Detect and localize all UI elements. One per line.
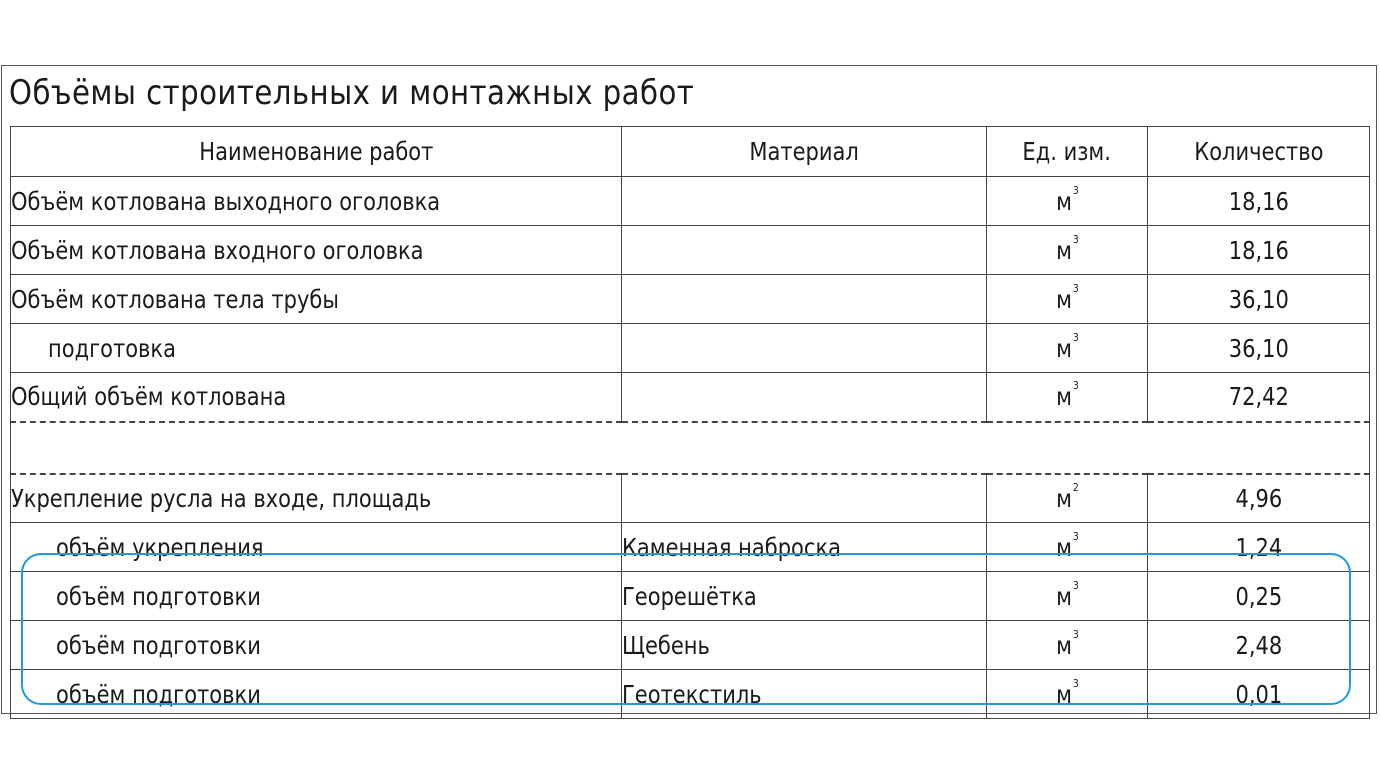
table-row <box>11 523 1370 572</box>
cell-unit: $м^3$ <box>987 226 1148 275</box>
table-row <box>11 474 1370 523</box>
cell-name: Общий объём котлована <box>11 373 622 422</box>
cell-name: Укрепление русла на входе, площадь <box>11 474 622 523</box>
table-row <box>11 373 1370 422</box>
cell-name: объём подготовки <box>11 621 622 670</box>
table-row <box>11 177 1370 226</box>
cell-quantity: 0,25 <box>1148 572 1370 621</box>
section-break <box>11 422 622 474</box>
cell-unit: $м^2$ <box>987 474 1148 523</box>
section-break <box>622 422 987 474</box>
header-unit: Ед. изм. <box>987 127 1148 177</box>
cell-material <box>622 275 987 324</box>
cell-unit: $м^3$ <box>987 523 1148 572</box>
cell-material <box>622 226 987 275</box>
cell-name: объём подготовки <box>11 670 622 719</box>
cell-unit: $м^3$ <box>987 373 1148 422</box>
table-row <box>11 670 1370 719</box>
section-break <box>987 422 1148 474</box>
cell-quantity: 36,10 <box>1148 275 1370 324</box>
cell-material: Щебень <box>622 621 987 670</box>
cell-name: подготовка <box>11 324 622 373</box>
cell-name: объём укрепления <box>11 523 622 572</box>
cell-unit: $м^3$ <box>987 177 1148 226</box>
cell-material <box>622 324 987 373</box>
header-material: Материал <box>622 127 987 177</box>
table-row <box>11 621 1370 670</box>
cell-unit: $м^3$ <box>987 572 1148 621</box>
cell-name: Объём котлована тела трубы <box>11 275 622 324</box>
cell-unit: $м^3$ <box>987 275 1148 324</box>
header-row <box>11 127 1370 177</box>
cell-quantity: 18,16 <box>1148 226 1370 275</box>
cell-unit: $м^3$ <box>987 621 1148 670</box>
cell-quantity: 4,96 <box>1148 474 1370 523</box>
cell-quantity: 1,24 <box>1148 523 1370 572</box>
cell-name: объём подготовки <box>11 572 622 621</box>
cell-name: Объём котлована выходного оголовка <box>11 177 622 226</box>
cell-name: Объём котлована входного оголовка <box>11 226 622 275</box>
cell-unit: $м^3$ <box>987 670 1148 719</box>
cell-quantity: 36,10 <box>1148 324 1370 373</box>
cell-material <box>622 474 987 523</box>
header-name: Наименование работ <box>11 127 622 177</box>
table-row <box>11 324 1370 373</box>
cell-quantity: 18,16 <box>1148 177 1370 226</box>
cell-material <box>622 177 987 226</box>
page-title: Объёмы строительных и монтажных работ <box>9 73 695 113</box>
cell-material: Геотекстиль <box>622 670 987 719</box>
section-break-row <box>11 422 1370 474</box>
cell-quantity: 72,42 <box>1148 373 1370 422</box>
table-row <box>11 572 1370 621</box>
works-table <box>10 126 1370 719</box>
cell-material <box>622 373 987 422</box>
table-row <box>11 275 1370 324</box>
cell-quantity: 0,01 <box>1148 670 1370 719</box>
section-break <box>1148 422 1370 474</box>
cell-quantity: 2,48 <box>1148 621 1370 670</box>
table-row <box>11 226 1370 275</box>
cell-material: Георешётка <box>622 572 987 621</box>
cell-unit: $м^3$ <box>987 324 1148 373</box>
header-quantity: Количество <box>1148 127 1370 177</box>
cell-material: Каменная наброска <box>622 523 987 572</box>
